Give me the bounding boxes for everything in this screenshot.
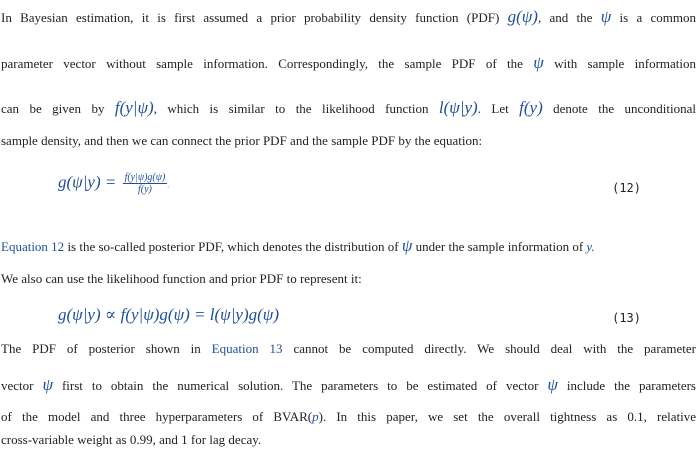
text: . Let: [477, 101, 509, 116]
fraction-numerator: f(y|ψ)g(ψ): [124, 172, 166, 183]
math-p: p: [312, 409, 319, 424]
para1-line2: [1, 55, 696, 72]
text: , and the: [537, 10, 593, 25]
text: first to obtain the numerical solution. The parameters to be estimated of vector: [61, 378, 539, 393]
text: is a common: [619, 10, 697, 25]
para3-line4: cross-variable weight as 0.99, and 1 for lag decay.: [1, 432, 262, 447]
para2-line1: [1, 238, 696, 255]
equation-fraction: [123, 172, 168, 195]
text: , which is similar to the likelihood function: [153, 101, 429, 116]
math-f-y: f(y): [519, 98, 543, 117]
text: vector: [1, 378, 34, 393]
text: The PDF of posterior shown in: [1, 341, 201, 356]
text: with sample information: [554, 56, 697, 71]
math-psi: ψ: [600, 7, 612, 26]
equation-13-link[interactable]: Equation 13: [211, 341, 283, 356]
para3-line3: [1, 409, 696, 425]
fraction-denominator: f(y): [137, 184, 152, 195]
math-y: y.: [586, 239, 595, 254]
text: can be given by: [1, 101, 105, 116]
para3-line2: [1, 377, 696, 394]
equation-12: [58, 172, 629, 195]
math-psi: ψ: [401, 236, 413, 255]
math-f-y-psi: f(y|ψ): [114, 98, 154, 117]
math-psi: ψ: [547, 375, 558, 394]
equation-period: .: [167, 179, 170, 190]
text: under the sample information of: [415, 239, 584, 254]
para2-line2: We also can use the likelihood function and prior PDF to represent it:: [1, 271, 362, 286]
para3-line1: [1, 341, 696, 357]
math-psi: ψ: [42, 375, 53, 394]
text: denote the unconditional: [553, 101, 697, 116]
para1-line1: [1, 9, 696, 26]
equation-13: g(ψ|y) ∝ f(y|ψ)g(ψ) = l(ψ|y)g(ψ): [58, 305, 279, 324]
text: parameter vector without sample information. Correspondingly, the sample PDF of the: [1, 56, 523, 71]
equation-number-12: (12): [612, 181, 641, 195]
equation-number-13: (13): [612, 311, 641, 325]
text: ). In this paper, we set the overall tightness as 0.1, relative: [318, 409, 696, 424]
text: In Bayesian estimation, it is first assumed a prior probability density function (PDF): [1, 10, 500, 25]
text: of the model and three hyperparameters of BVAR(: [1, 409, 313, 424]
math-l-psi-y: l(ψ|y): [438, 98, 478, 117]
text: include the parameters: [566, 378, 696, 393]
text: cannot be computed directly. We should deal with the parameter: [293, 341, 697, 356]
para1-line4: sample density, and then we can connect the prior PDF and the sample PDF by the equation:: [1, 133, 483, 148]
para1-line3: [1, 100, 696, 117]
math-psi: ψ: [533, 53, 544, 72]
equation-12-link[interactable]: Equation 12: [1, 239, 65, 254]
math-g-psi: g(ψ): [507, 7, 538, 26]
equation-lhs: g(ψ|y) =: [58, 172, 117, 192]
text: is the so-called posterior PDF, which denotes the distribution of: [67, 239, 399, 254]
